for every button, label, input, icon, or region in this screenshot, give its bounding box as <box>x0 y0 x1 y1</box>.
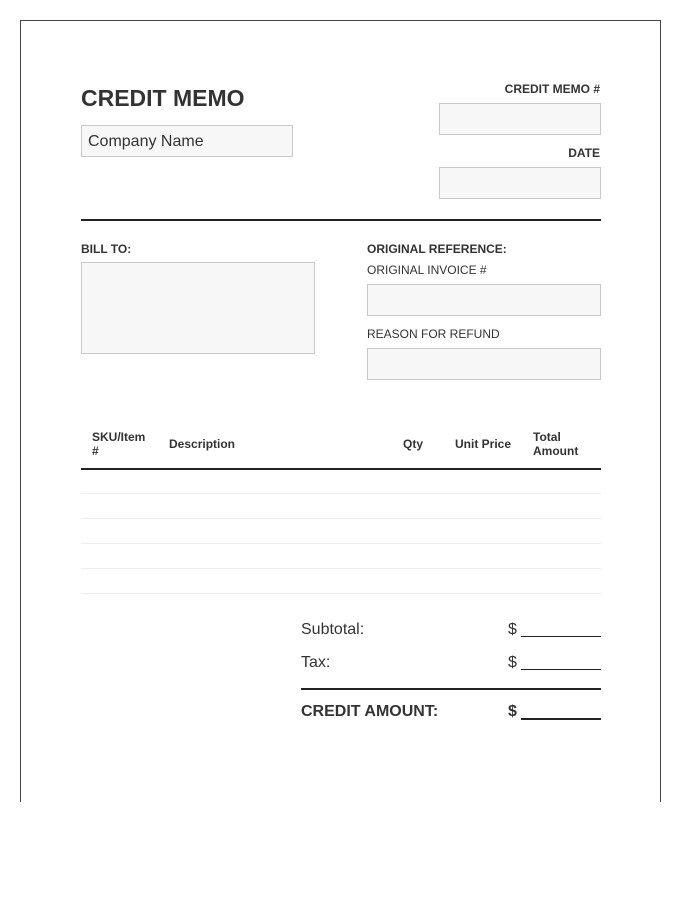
column-header-unit-price: Unit Price <box>455 437 512 451</box>
totals-divider <box>301 688 601 690</box>
reason-for-refund-field[interactable] <box>367 348 601 380</box>
table-row[interactable] <box>81 518 601 519</box>
table-row[interactable] <box>81 593 601 594</box>
date-label: DATE <box>568 146 600 160</box>
column-header-sku: SKU/Item # <box>92 430 146 458</box>
tax-blank[interactable] <box>521 669 601 670</box>
subtotal-currency: $ <box>508 621 517 638</box>
tax-currency: $ <box>508 654 517 671</box>
credit-amount-label: CREDIT AMOUNT: <box>301 703 439 720</box>
header-divider <box>81 219 601 221</box>
reason-for-refund-label: REASON FOR REFUND <box>367 327 500 341</box>
credit-memo-number-field[interactable] <box>439 103 601 135</box>
credit-amount-blank[interactable] <box>521 718 601 720</box>
table-row[interactable] <box>81 543 601 544</box>
table-row[interactable] <box>81 568 601 569</box>
original-reference-label: ORIGINAL REFERENCE: <box>367 242 507 256</box>
credit-memo-page <box>20 20 661 802</box>
bill-to-field[interactable] <box>81 262 315 354</box>
date-field[interactable] <box>439 167 601 199</box>
subtotal-blank[interactable] <box>521 636 601 637</box>
column-header-qty: Qty <box>403 437 424 451</box>
credit-amount-currency: $ <box>508 703 517 720</box>
page-title: CREDIT MEMO <box>81 85 245 111</box>
column-header-total-amount: Total Amount <box>533 430 579 458</box>
bill-to-label: BILL TO: <box>81 242 132 256</box>
original-invoice-label: ORIGINAL INVOICE # <box>367 263 487 277</box>
table-header-rule <box>81 468 601 470</box>
original-invoice-field[interactable] <box>367 284 601 316</box>
subtotal-label: Subtotal: <box>301 621 365 638</box>
company-name-field[interactable]: Company Name <box>81 125 293 157</box>
column-header-description: Description <box>169 437 236 451</box>
credit-memo-number-label: CREDIT MEMO # <box>504 82 600 96</box>
table-row[interactable] <box>81 493 601 494</box>
tax-label: Tax: <box>301 654 331 671</box>
